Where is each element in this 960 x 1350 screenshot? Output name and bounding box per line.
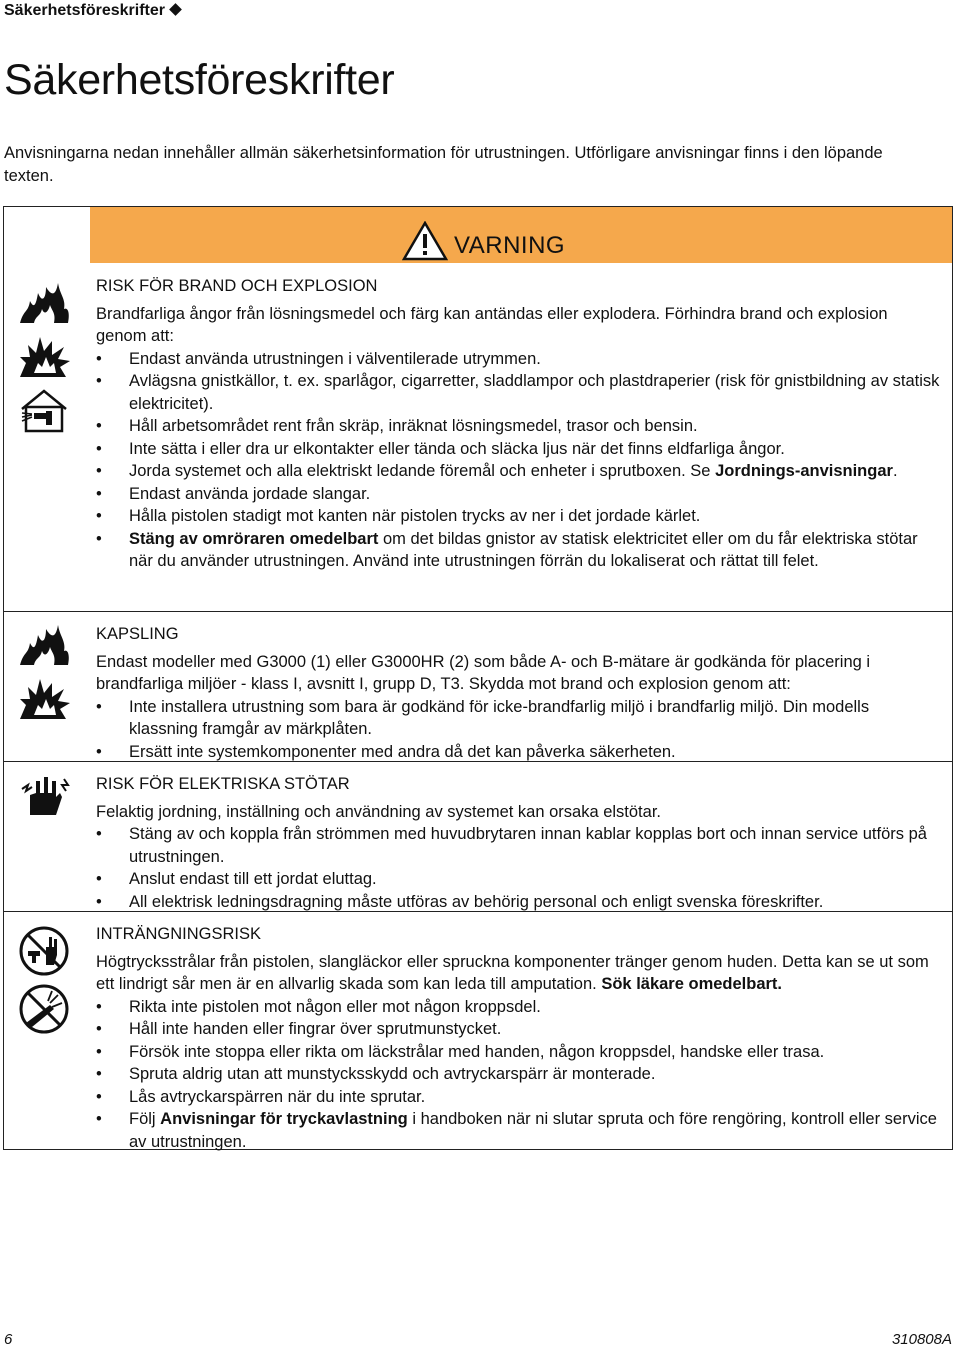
- list-item: • Spruta aldrig utan att munstycksskydd och avtryckarspärr är monterade.: [96, 1063, 940, 1086]
- warning-triangle-icon: [402, 221, 448, 261]
- list-item: • Jorda systemet och alla elektriskt ledande föremål och enheter i sprutboxen. Se Jordnings-anvisningar.: [96, 460, 940, 483]
- section-fire-explosion: [4, 263, 952, 667]
- section-text: [96, 275, 940, 573]
- section-title: INTRÄNGNINGSRISK: [96, 925, 262, 943]
- diamond-icon: [169, 3, 182, 16]
- warning-box: [3, 206, 953, 1150]
- no-spray-tip-icon: [16, 983, 72, 1035]
- warning-label: VARNING: [454, 232, 566, 259]
- list-item: • Endast använda utrustningen i välventilerade utrymmen.: [96, 348, 940, 371]
- explosion-icon: [16, 675, 72, 721]
- section-electric-shock: [4, 761, 952, 911]
- warning-header: [90, 207, 952, 263]
- running-head: Säkerhetsföreskrifter: [4, 2, 180, 20]
- section-injection: [4, 911, 952, 1151]
- cross-reference: Anvisningar för tryckavlastning: [160, 1110, 408, 1128]
- section-text: [96, 773, 940, 913]
- section-text: [96, 923, 940, 1153]
- list-item: • Inte installera utrustning som bara är godkänd för icke-brandfarlig miljö i brandfarlig miljö. Din modells klassning framgår av märkplåten.: [96, 696, 940, 741]
- section-title: KAPSLING: [96, 625, 179, 643]
- spray-gun-house-icon: [16, 387, 72, 433]
- page-title: Säkerhetsföreskrifter: [4, 56, 395, 104]
- section-body: Högtrycksstrålar från pistolen, slangläckor eller spruckna komponenter tränger genom huden. Detta kan se ut som ett lindrigt sår men är en allvarlig skada som kan leda till amputation. Sök läkare omedelbart.: [96, 952, 929, 993]
- page-number: 6: [4, 1331, 13, 1348]
- list-item: • Försök inte stoppa eller rikta om läckstrålar med handen, någon kroppsdel, handske eller trasa.: [96, 1041, 940, 1064]
- bullet-list: [96, 348, 940, 573]
- list-item: • Avlägsna gnistkällor, t. ex. sparlågor, cigarretter, sladdlampor och plastdraperier (risk för gnistbildning av statisk elektricitet).: [96, 370, 940, 415]
- list-item: • Hålla pistolen stadigt mot kanten när pistolen trycks av ner i det jordade kärlet.: [96, 505, 940, 528]
- section-title: RISK FÖR ELEKTRISKA STÖTAR: [96, 775, 350, 793]
- list-item: • Endast använda jordade slangar.: [96, 483, 940, 506]
- document-number: 310808A: [891, 1331, 952, 1348]
- list-item: • Följ Anvisningar för tryckavlastning i handboken när ni slutar spruta och före rengöring, kontroll eller service av utrustningen.: [96, 1108, 940, 1153]
- explosion-icon: [16, 333, 72, 379]
- section-body: Brandfarliga ångor från lösningsmedel och färg kan antändas eller explodera. Förhindra brand och explosion genom att:: [96, 304, 888, 345]
- section-enclosure: [4, 611, 952, 761]
- emphasis: Sök läkare omedelbart.: [601, 975, 783, 993]
- bullet-list: [96, 696, 940, 764]
- section-body: Felaktig jordning, inställning och användning av systemet kan orsaka elstötar.: [96, 802, 661, 821]
- section-title: RISK FÖR BRAND OCH EXPLOSION: [96, 277, 378, 295]
- list-item: • Rikta inte pistolen mot någon eller mot någon kroppsdel.: [96, 996, 940, 1019]
- fire-icon: [16, 279, 72, 325]
- bullet-list: [96, 996, 940, 1154]
- no-hand-spray-icon: [16, 925, 72, 977]
- section-body: Endast modeller med G3000 (1) eller G3000HR (2) som både A- och B-mätare är godkända för placering i brandfarliga miljöer - klass I, avsnitt I, grupp D, T3. Skydda mot brand och explosion genom att:: [96, 652, 871, 693]
- list-item: • Stäng av omröraren omedelbart om det bildas gnistor av statisk elektricitet eller om du får elektriska stötar när du använder utrustningen. Använd inte utrustningen förrän du lokaliserat och rättat till felet.: [96, 528, 940, 573]
- bullet-list: [96, 823, 940, 913]
- list-item: • Lås avtryckarspärren när du inte sprutar.: [96, 1086, 940, 1109]
- section-text: [96, 623, 940, 763]
- fire-icon: [16, 621, 72, 667]
- list-item: • Håll arbetsområdet rent från skräp, inräknat lösningsmedel, trasor och bensin.: [96, 415, 940, 438]
- list-item: • Ersätt inte systemkomponenter med andra då det kan påverka säkerheten.: [96, 741, 940, 764]
- list-item: • Inte sätta i eller dra ur elkontakter eller tända och släcka ljus när det finns eldfarliga ångor.: [96, 438, 940, 461]
- list-item: • Anslut endast till ett jordat eluttag.: [96, 868, 940, 891]
- list-item: • Stäng av och koppla från strömmen med huvudbrytaren innan kablar kopplas bort och innan service utförs på utrustningen.: [96, 823, 940, 868]
- electric-shock-icon: [16, 771, 72, 817]
- intro-paragraph: Anvisningarna nedan innehåller allmän säkerhetsinformation för utrustningen. Utförligare anvisningar finns i den löpande texten.: [4, 144, 883, 185]
- cross-reference: Jordnings-anvisningar: [715, 462, 893, 480]
- list-item: • All elektrisk ledningsdragning måste utföras av behörig personal och enligt svenska föreskrifter.: [96, 891, 940, 914]
- list-item: • Håll inte handen eller fingrar över sprutmunstycket.: [96, 1018, 940, 1041]
